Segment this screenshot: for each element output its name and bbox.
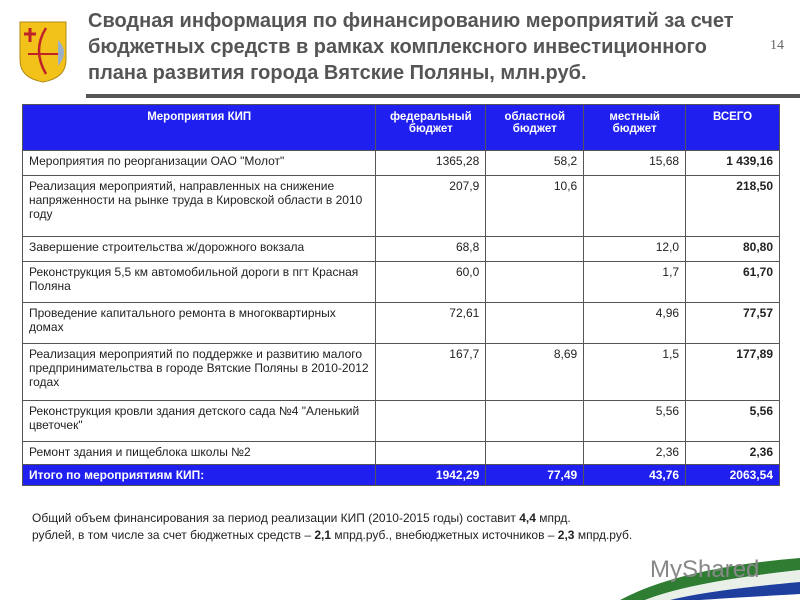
value-cell: 2,36 (686, 442, 780, 465)
table-row (23, 262, 780, 303)
title-divider (86, 94, 800, 98)
summary-part: мпрд.руб., внебюджетных источников – (331, 528, 558, 542)
summary-part: Общий объем финансирования за период реализации КИП (2010-2015 годы) составит (32, 511, 520, 525)
value-cell: 80,80 (686, 237, 780, 262)
value-cell: 1 439,16 (686, 151, 780, 176)
value-cell: 77,57 (686, 303, 780, 344)
value-cell: 15,68 (584, 151, 686, 176)
budget-funding-value: 2,1 (314, 528, 332, 542)
value-cell (376, 401, 486, 442)
column-header: федеральный бюджет (376, 105, 486, 151)
value-cell: 177,89 (686, 344, 780, 401)
value-cell: 61,70 (686, 262, 780, 303)
value-cell: 1365,28 (376, 151, 486, 176)
page-title: Сводная информация по финансированию мероприятий за счет бюджетных средств в рамках комплексного инвестиционного плана развития города Вятские Поляны, млн.руб. (88, 10, 734, 84)
value-cell: 2,36 (584, 442, 686, 465)
funding-table (22, 104, 780, 486)
activity-cell: Проведение капитального ремонта в многоквартирных домах (23, 303, 376, 344)
value-cell: 1,7 (584, 262, 686, 303)
activity-cell: Реконструкция кровли здания детского сада №4 "Аленький цветочек" (23, 401, 376, 442)
table-row (23, 442, 780, 465)
offbudget-funding-value: 2,3 (557, 528, 575, 542)
value-cell (584, 176, 686, 237)
table-row (23, 151, 780, 176)
value-cell: 72,61 (376, 303, 486, 344)
column-header: областной бюджет (486, 105, 584, 151)
value-cell: 167,7 (376, 344, 486, 401)
watermark: MyShared (650, 556, 760, 583)
table-header-row (23, 105, 780, 151)
value-cell: 218,50 (686, 176, 780, 237)
total-value: 1942,29 (376, 465, 486, 486)
summary-part: мпрд. (535, 511, 571, 525)
summary-text (32, 510, 632, 544)
value-cell: 5,56 (584, 401, 686, 442)
activity-cell: Реализация мероприятий, направленных на снижение напряженности на рынке труда в Кировской области в 2010 году (23, 176, 376, 237)
activity-cell: Завершение строительства ж/дорожного вокзала (23, 237, 376, 262)
value-cell: 68,8 (376, 237, 486, 262)
value-cell: 12,0 (584, 237, 686, 262)
total-label: Итого по мероприятиям КИП: (23, 465, 376, 486)
value-cell: 1,5 (584, 344, 686, 401)
value-cell (486, 303, 584, 344)
total-value: 2063,54 (686, 465, 780, 486)
table-row (23, 237, 780, 262)
summary-part: мпрд.руб. (574, 528, 633, 542)
table-row (23, 176, 780, 237)
total-funding-value: 4,4 (519, 511, 536, 525)
total-value: 77,49 (486, 465, 584, 486)
total-value: 43,76 (584, 465, 686, 486)
column-header: местный бюджет (584, 105, 686, 151)
activity-cell: Ремонт здания и пищеблока школы №2 (23, 442, 376, 465)
value-cell (486, 442, 584, 465)
column-header: Мероприятия КИП (23, 105, 376, 151)
value-cell: 5,56 (686, 401, 780, 442)
value-cell: 60,0 (376, 262, 486, 303)
summary-part: рублей, в том числе за счет бюджетных средств – (32, 528, 315, 542)
table-row (23, 344, 780, 401)
activity-cell: Реализация мероприятий по поддержке и развитию малого предпринимательства в городе Вятские Поляны в 2010-2012 годах (23, 344, 376, 401)
total-row (23, 465, 780, 486)
activity-cell: Мероприятия по реорганизации ОАО "Молот" (23, 151, 376, 176)
column-header: ВСЕГО (686, 105, 780, 151)
value-cell: 8,69 (486, 344, 584, 401)
value-cell (486, 262, 584, 303)
value-cell: 4,96 (584, 303, 686, 344)
table-row (23, 401, 780, 442)
value-cell: 10,6 (486, 176, 584, 237)
page-number: 14 (770, 38, 784, 53)
coat-of-arms-logo (18, 20, 68, 84)
value-cell: 58,2 (486, 151, 584, 176)
table-row (23, 303, 780, 344)
activity-cell: Реконструкция 5,5 км автомобильной дороги в пгт Красная Поляна (23, 262, 376, 303)
value-cell (486, 237, 584, 262)
value-cell (486, 401, 584, 442)
value-cell: 207,9 (376, 176, 486, 237)
value-cell (376, 442, 486, 465)
